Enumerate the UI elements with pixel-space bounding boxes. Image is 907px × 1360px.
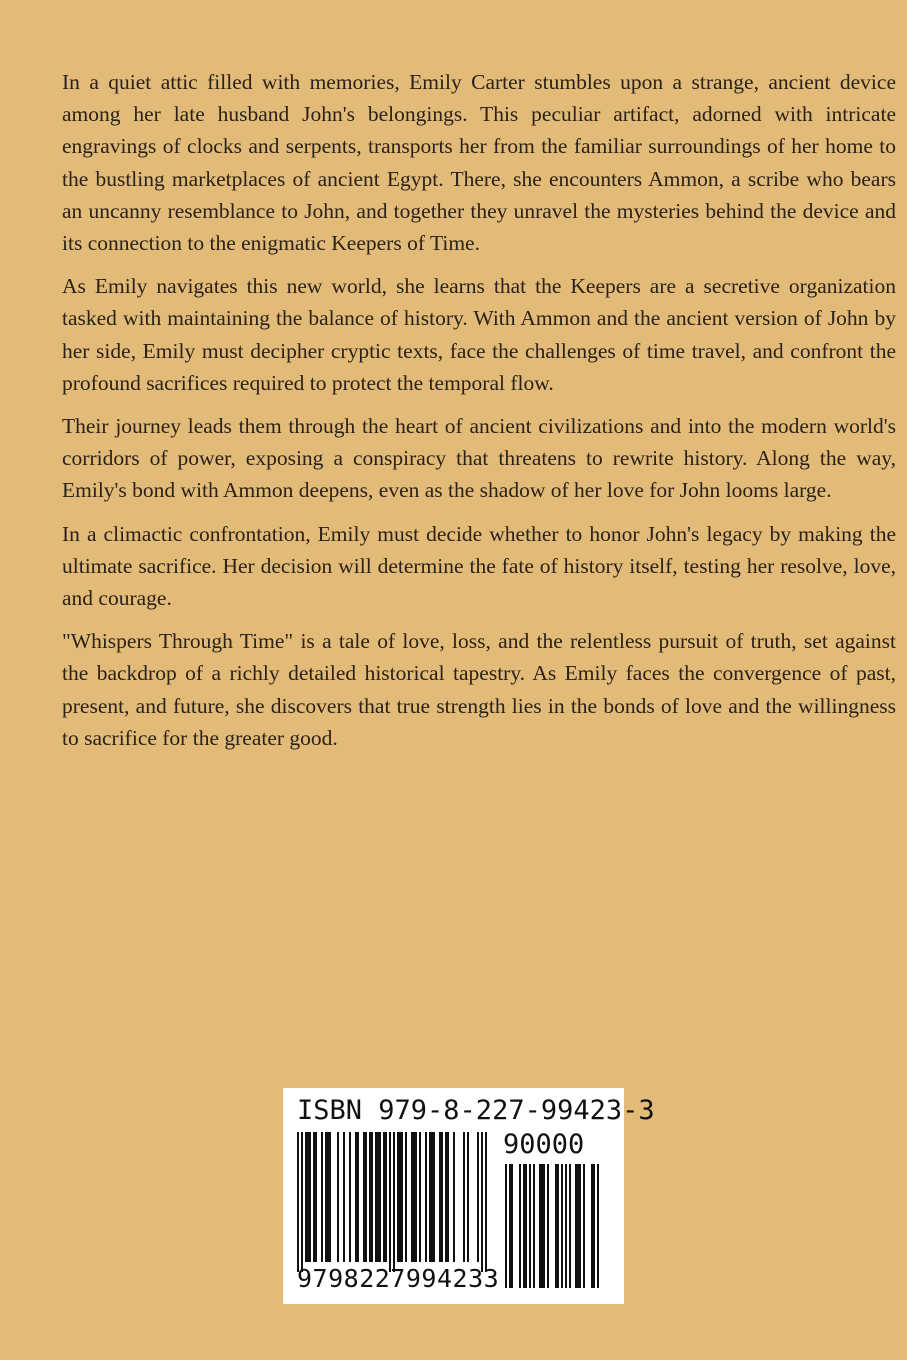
barcode-bar	[377, 1132, 379, 1262]
barcode-bar	[485, 1132, 487, 1272]
barcode-bar	[379, 1132, 381, 1262]
barcode-bar	[447, 1132, 449, 1262]
barcode-bar	[389, 1132, 391, 1272]
barcode-bar	[383, 1132, 385, 1262]
barcode-bar	[523, 1164, 525, 1288]
barcode-bar	[419, 1132, 421, 1262]
barcode-bar	[337, 1132, 339, 1262]
barcode-bar	[305, 1132, 307, 1262]
barcode-bar	[533, 1164, 535, 1288]
barcode-bar	[371, 1132, 373, 1262]
barcode-bar	[481, 1132, 483, 1272]
barcode-bar	[445, 1132, 447, 1262]
barcode-bar	[583, 1164, 585, 1288]
barcode-bar	[477, 1132, 479, 1262]
barcode-bar	[547, 1164, 549, 1288]
barcode-bar	[509, 1164, 511, 1288]
barcode-bar	[577, 1164, 579, 1288]
ean-digits: 9798227994233	[297, 1264, 500, 1293]
barcode-bar	[539, 1164, 541, 1288]
barcode-bar	[321, 1132, 323, 1262]
barcode-bar	[467, 1132, 469, 1262]
barcode-bar	[579, 1164, 581, 1288]
barcode-bar	[301, 1132, 303, 1272]
barcode-bar	[365, 1132, 367, 1262]
barcode-bar	[511, 1164, 513, 1288]
barcode-bar	[597, 1164, 599, 1288]
barcode-bar	[505, 1164, 507, 1288]
barcode-bar	[575, 1164, 577, 1288]
blurb-paragraph-1: In a quiet attic filled with memories, Emily Carter stumbles upon a strange, ancient device among her late husband John's belongings. This peculiar artifact, adorned with intricate engravings of clocks and serpents, transports her from the familiar surroundings of her home to the bustling marketplaces of ancient Egypt. There, she encounters Ammon, a scribe who bears an uncanny resemblance to John, and together they unravel the mysteries behind the device and its connection to the enigmatic Keepers of Time.	[62, 70, 896, 256]
barcode-bar	[555, 1164, 557, 1288]
barcode-bar	[313, 1132, 315, 1262]
barcode-bar	[399, 1132, 401, 1262]
barcode-bar	[307, 1132, 309, 1262]
barcode-bar	[557, 1164, 559, 1288]
barcode-bar	[529, 1164, 531, 1288]
barcode-bar	[369, 1132, 371, 1262]
barcode-bar	[593, 1164, 595, 1288]
barcode-bar	[525, 1164, 527, 1288]
barcode-bar	[357, 1132, 359, 1262]
blurb-paragraph-2: As Emily navigates this new world, she learns that the Keepers are a secretive organization tasked with maintaining the balance of history. With Ammon and the ancient version of John by her side, Emily must decipher cryptic texts, face the challenges of time travel, and confront the profound sacrifices required to protect the temporal flow.	[62, 274, 896, 395]
isbn-label: ISBN 979-8-227-99423-3	[297, 1095, 655, 1126]
barcode-bar	[441, 1132, 443, 1262]
barcode-bar	[349, 1132, 351, 1262]
barcode-bar	[343, 1132, 345, 1262]
barcode-bar	[393, 1132, 395, 1272]
barcode-bar	[327, 1132, 329, 1262]
isbn-barcode	[283, 1088, 655, 1304]
barcode-bar	[541, 1164, 543, 1288]
blurb-paragraph-3: Their journey leads them through the heart of ancient civilizations and into the modern world's corridors of power, exposing a conspiracy that threatens to rewrite history. Along the way, Emily's bond with Ammon deepens, even as the shadow of her love for John looms large.	[62, 414, 896, 503]
back-cover-blurb	[62, 66, 896, 765]
barcode-bar	[413, 1132, 415, 1262]
barcode-bar	[431, 1132, 433, 1262]
barcode-bar	[439, 1132, 441, 1262]
barcode-bar	[315, 1132, 317, 1262]
barcode-bar	[385, 1132, 387, 1262]
blurb-paragraph-4: In a climactic confrontation, Emily must decide whether to honor John's legacy by making the ultimate sacrifice. Her decision will determine the fate of history itself, testing her resolve, love, and courage.	[62, 521, 896, 611]
barcode-bar	[543, 1164, 545, 1288]
barcode-bar	[425, 1132, 427, 1262]
barcode-bar	[565, 1164, 567, 1288]
barcode-bar	[375, 1132, 377, 1262]
barcode-bar	[519, 1164, 521, 1288]
barcode-bar	[401, 1132, 403, 1262]
barcode-bar	[569, 1164, 571, 1288]
barcode-bar	[363, 1132, 365, 1262]
barcode-bar	[433, 1132, 435, 1262]
blurb-paragraph-5: "Whispers Through Time" is a tale of love, loss, and the relentless pursuit of truth, set against the backdrop of a richly detailed historical tapestry. As Emily faces the convergence of past, present, and future, she discovers that true strength lies in the bonds of love and the willingness to sacrifice for the greater good.	[62, 629, 896, 750]
barcode-bar	[415, 1132, 417, 1262]
barcode-bar	[453, 1132, 455, 1262]
barcode-bar	[297, 1132, 299, 1272]
barcode-bar	[405, 1132, 407, 1262]
barcode-bar	[429, 1132, 431, 1262]
barcode-bar	[561, 1164, 563, 1288]
barcode-bar	[411, 1132, 413, 1262]
barcode-bar	[397, 1132, 399, 1262]
barcode-bar	[309, 1132, 311, 1262]
price-code: 90000	[503, 1129, 585, 1160]
barcode-bar	[591, 1164, 593, 1288]
barcode-bar	[325, 1132, 327, 1262]
barcode-bar	[329, 1132, 331, 1262]
barcode-bar	[355, 1132, 357, 1262]
barcode-bar	[463, 1132, 465, 1262]
